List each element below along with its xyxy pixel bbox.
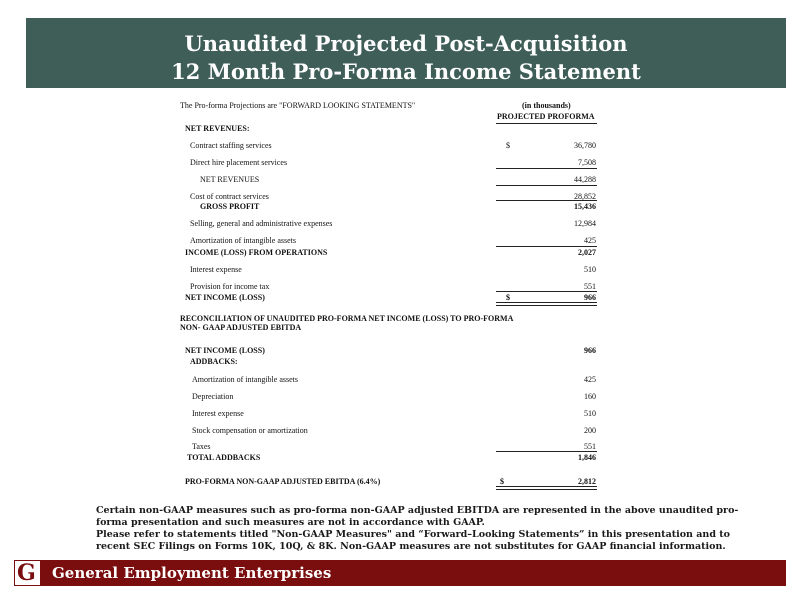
amortization-value: 425 — [584, 236, 596, 245]
currency-symbol: $ — [506, 141, 510, 150]
footer-bar — [14, 560, 786, 586]
adjusted-ebitda-value: 2,812 — [578, 477, 596, 486]
cost-of-contract-value: 28,852 — [574, 192, 596, 201]
direct-hire-value: 7,508 — [578, 158, 596, 167]
units-note: (in thousands) — [522, 101, 571, 110]
amortization-label: Amortization of intangible assets — [190, 236, 296, 245]
addback-amortization-label: Amortization of intangible assets — [192, 375, 298, 384]
subtotal-rule — [496, 451, 597, 452]
subtotal-rule — [496, 246, 597, 247]
forward-looking-note: The Pro-forma Projections are "FORWARD LOOKING STATEMENTS" — [180, 101, 416, 110]
addback-taxes-label: Taxes — [192, 442, 211, 451]
net-income-label: NET INCOME (LOSS) — [185, 293, 265, 302]
income-from-operations-value: 2,027 — [578, 248, 596, 257]
gross-profit-label: GROSS PROFIT — [200, 202, 260, 211]
contract-staffing-label: Contract staffing services — [190, 141, 272, 150]
disclaimer-line: recent SEC Filings on Forms 10K, 10Q, & 8K. Non-GAAP measures are not substitutes for GAAP financial information. — [96, 541, 726, 552]
company-logo-icon — [14, 560, 41, 586]
currency-symbol: $ — [506, 293, 510, 302]
subtotal-rule — [496, 185, 597, 186]
recon-net-income-value: 966 — [584, 346, 596, 355]
addback-taxes-value: 551 — [584, 442, 596, 451]
addback-depreciation-label: Depreciation — [192, 392, 234, 401]
total-addbacks-label: TOTAL ADDBACKS — [187, 453, 261, 462]
subtotal-rule — [496, 291, 597, 292]
sga-value: 12,984 — [574, 219, 596, 228]
interest-expense-value: 510 — [584, 265, 596, 274]
subtotal-rule — [496, 168, 597, 169]
reconciliation-title-line1: RECONCILIATION OF UNAUDITED PRO-FORMA NET INCOME (LOSS) TO PRO-FORMA — [180, 314, 514, 323]
disclaimer-line: Certain non-GAAP measures such as pro-forma non-GAAP adjusted EBITDA are represented in the above unaudited pro- — [96, 505, 739, 516]
addback-amortization-value: 425 — [584, 375, 596, 384]
total-double-rule — [496, 302, 597, 306]
column-header-underline — [496, 123, 597, 124]
addback-interest-value: 510 — [584, 409, 596, 418]
total-double-rule — [496, 486, 597, 490]
interest-expense-label: Interest expense — [190, 265, 242, 274]
addback-depreciation-value: 160 — [584, 392, 596, 401]
income-from-operations-label: INCOME (LOSS) FROM OPERATIONS — [185, 248, 328, 257]
subtotal-rule — [496, 200, 597, 201]
page-title-line1: Unaudited Projected Post-Acquisition — [184, 31, 628, 56]
sga-label: Selling, general and administrative expenses — [190, 219, 333, 228]
net-revenues-value: 44,288 — [574, 175, 596, 184]
net-revenues-heading: NET REVENUES: — [185, 124, 250, 133]
currency-symbol: $ — [500, 477, 504, 486]
company-name: General Employment Enterprises — [52, 564, 332, 582]
net-income-value: 966 — [584, 293, 596, 302]
reconciliation-title-line2: NON- GAAP ADJUSTED EBITDA — [180, 323, 302, 332]
adjusted-ebitda-label: PRO-FORMA NON-GAAP ADJUSTED EBITDA (6.4%) — [185, 477, 381, 486]
recon-net-income-label: NET INCOME (LOSS) — [185, 346, 265, 355]
cost-of-contract-label: Cost of contract services — [190, 192, 269, 201]
total-addbacks-value: 1,846 — [578, 453, 596, 462]
income-tax-label: Provision for income tax — [190, 282, 270, 291]
logo-letter: G — [17, 560, 36, 586]
contract-staffing-value: 36,780 — [574, 141, 596, 150]
disclaimer-line: forma presentation and such measures are not in accordance with GAAP. — [96, 517, 485, 528]
addbacks-heading: ADDBACKS: — [190, 357, 238, 366]
page-title-line2: 12 Month Pro-Forma Income Statement — [171, 59, 641, 84]
addback-stock-comp-value: 200 — [584, 426, 596, 435]
column-header: PROJECTED PROFORMA — [497, 112, 595, 121]
income-tax-value: 551 — [584, 282, 596, 291]
gross-profit-value: 15,436 — [574, 202, 596, 211]
disclaimer-line: Please refer to statements titled "Non-GAAP Measures" and “Forward–Looking Statements” in this presentation and to — [96, 529, 731, 540]
net-revenues-label: NET REVENUES — [200, 175, 260, 184]
addback-interest-label: Interest expense — [192, 409, 244, 418]
non-gaap-disclaimer — [96, 505, 739, 553]
addback-stock-comp-label: Stock compensation or amortization — [192, 426, 308, 435]
direct-hire-label: Direct hire placement services — [190, 158, 288, 167]
